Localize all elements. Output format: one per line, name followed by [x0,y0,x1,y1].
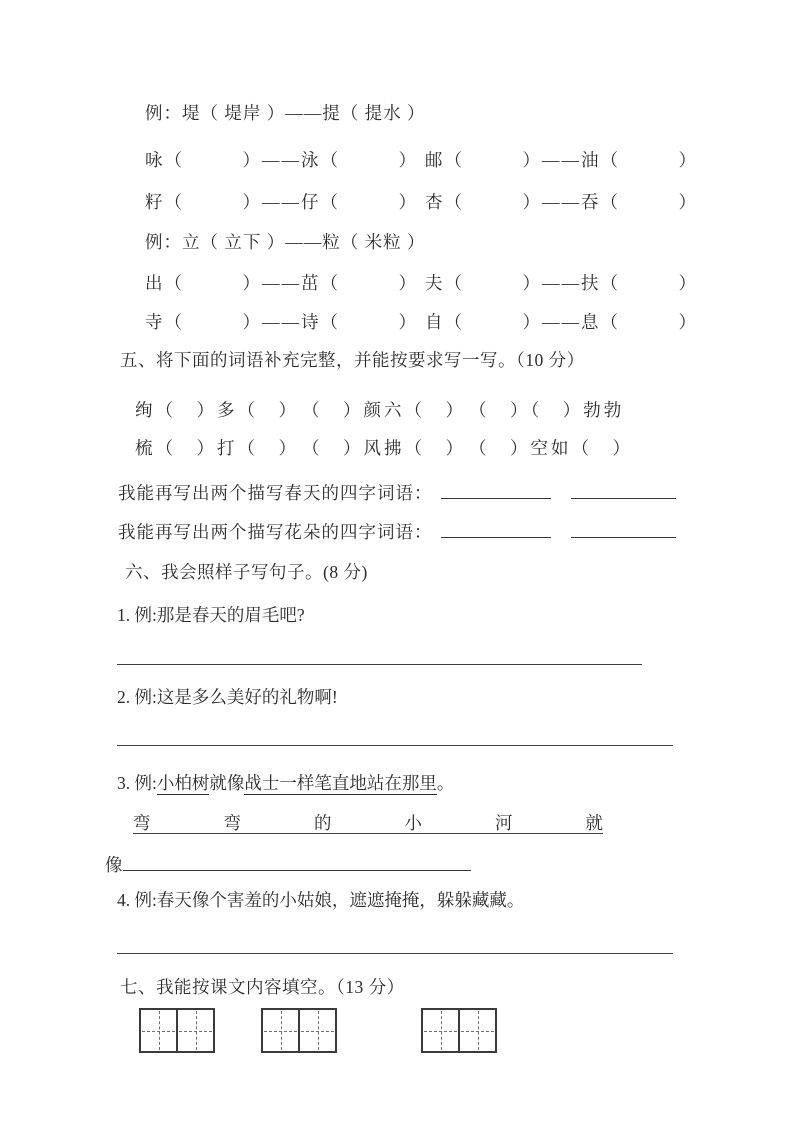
section4-row-2 [145,192,793,212]
section6-item-4: 4. 例:春天像个害羞的小姑娘，遮遮掩掩，躲躲藏藏。 [117,890,525,910]
section6-item-1: 1. 例:那是春天的眉毛吧? [117,605,305,625]
item3-underlined-part: 小柏树 [156,773,210,793]
compare-pair: 邮（ ）——油（ ） [425,150,698,170]
item3-middle: 就像 [209,773,245,793]
section6-item-2: 2. 例:这是多么美好的礼物啊! [117,687,338,707]
blank-underline [441,522,551,538]
section5-row-1: 绚（ ）多（ ） （ ）颜六（ ） （ ）（ ）勃勃 [135,400,625,420]
blank-underline [441,483,551,499]
compare-pair: 自（ ）——息（ ） [425,312,698,332]
fill-char: 弯 [133,813,151,833]
section5-prompt-flower [118,522,793,542]
blank-underline [571,522,676,538]
section4-row-1 [145,150,793,170]
fill-char: 就 [585,813,603,833]
section7-heading: 七、我能按课文内容填空。（13 分） [120,977,405,997]
compare-pair: 寺（ ）——诗（ ） [145,312,418,332]
fill-char: 的 [314,813,332,833]
prompt-text: 我能再写出两个描写花朵的四字词语： [118,522,433,542]
tianzige-box [176,1008,215,1053]
fill-char: 河 [495,813,513,833]
tianzige-pair [139,1008,215,1053]
item3-fill-line [133,813,603,834]
section5-prompt-spring [118,483,793,503]
section4-example-2: 例：立（ 立下 ）——粒（ 米粒 ） [145,232,426,252]
blank-underline [571,483,676,499]
section5-heading: 五、将下面的词语补充完整，并能按要求写一写。（10 分） [120,350,585,370]
tianzige-box [421,1008,460,1053]
section4-example-1: 例：堤（ 堤岸 ）——提（ 提水 ） [145,103,426,123]
fill-char: 小 [404,813,422,833]
section6-heading: 六、我会照样子写句子。(8 分) [125,562,368,582]
item3-underlined-part: 战士一样笔直地站在那里 [244,773,437,793]
section5-row-2: 梳（ ）打（ ） （ ）风拂（ ） （ ）空如（ ） [135,438,633,458]
section6-item-3 [117,773,793,793]
item3-suffix: 。 [436,773,455,793]
tianzige-pair [421,1008,497,1053]
compare-pair: 出（ ）——茁（ ） [145,273,418,293]
item3-prefix: 3. 例: [117,773,157,793]
prompt-text: 我能再写出两个描写春天的四字词语： [118,483,433,503]
tianzige-box [298,1008,337,1053]
answer-line [117,953,673,954]
tianzige-box [458,1008,497,1053]
section4-row-4 [145,312,793,332]
compare-pair: 夫（ ）——扶（ ） [425,273,698,293]
section4-row-3 [145,273,793,293]
answer-line [117,664,642,665]
tianzige-pair [261,1008,337,1053]
fill-char: 弯 [223,813,241,833]
tianzige-box [261,1008,300,1053]
compare-pair: 杏（ ）——吞（ ） [425,192,698,212]
tianzige-box [139,1008,178,1053]
compare-pair: 咏（ ）——泳（ ） [145,150,418,170]
fill-char: 像 [105,855,123,875]
item3-fill-line-2 [105,855,793,875]
compare-pair: 籽（ ）——仔（ ） [145,192,418,212]
answer-line [117,745,673,746]
tianzige-grid-row [139,1008,793,1053]
blank-underline [123,855,471,871]
